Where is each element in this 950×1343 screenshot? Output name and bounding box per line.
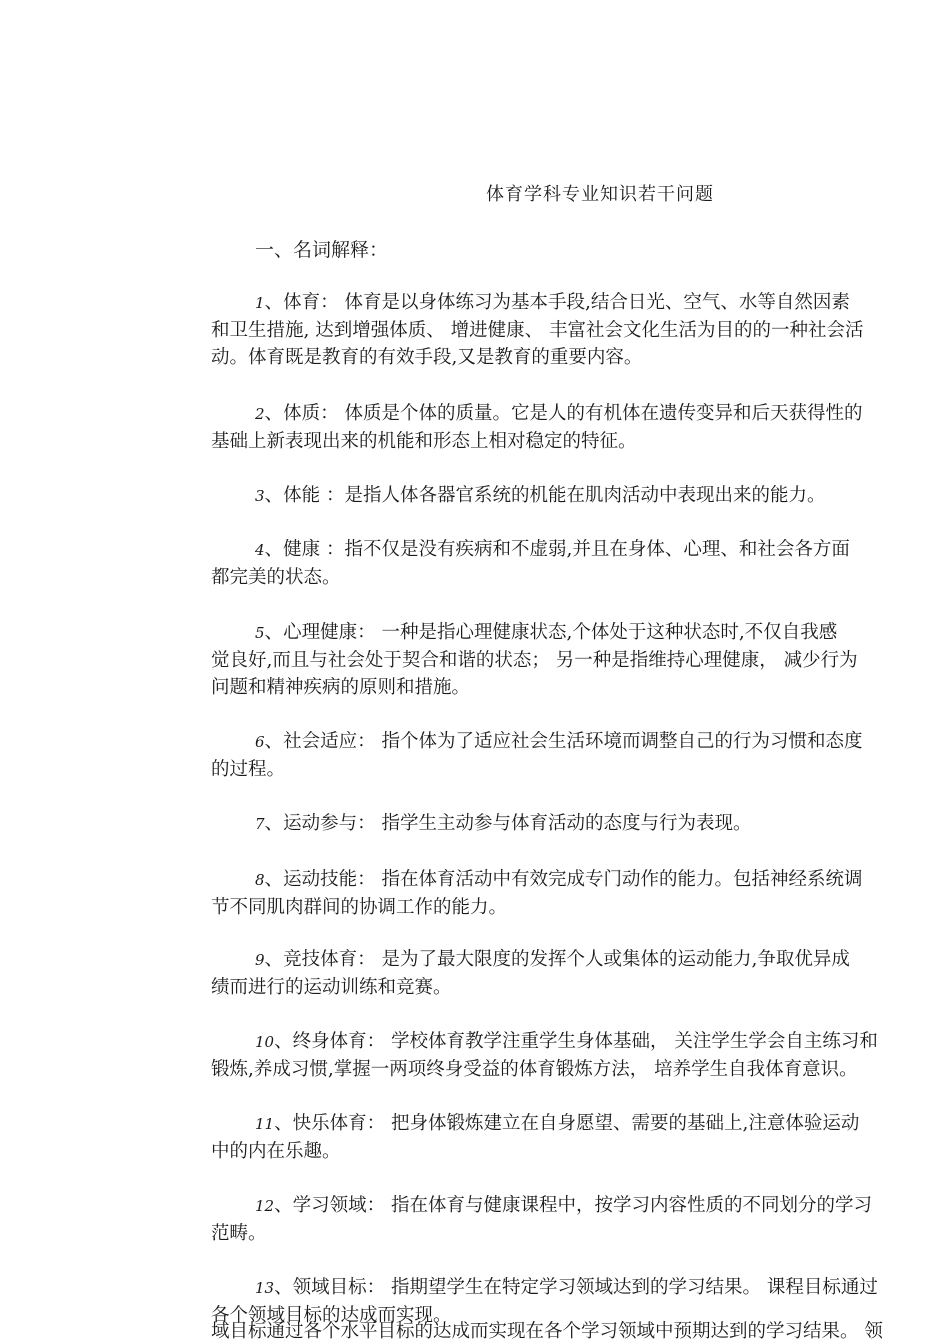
entry-line: 问题和精神疾病的原则和措施。: [211, 677, 471, 698]
definition-entry: [211, 866, 946, 921]
entry-text: 指个体为了适应社会生活环境而调整自己的行为习惯和态度: [381, 731, 863, 752]
entry-first-line: 4、健康 ：指不仅是没有疾病和不虚弱,并且在身体、心理、和社会各方面: [255, 539, 850, 560]
section-heading: 一、名词解释：: [255, 239, 389, 261]
definition-entry: [211, 536, 946, 591]
definition-entry: [211, 1192, 946, 1247]
entry-term: 快乐体育：: [292, 1113, 386, 1134]
entry-line: 都完美的状态。: [211, 566, 341, 588]
entry-line: 锻炼,养成习惯,掌握一两项终身受益的体育锻炼方法， 培养学生自我体育意识。: [211, 1058, 858, 1080]
entry-term: 体能 ：: [283, 485, 345, 506]
entry-line: 中的内在乐趣。: [211, 1140, 341, 1162]
entry-term: 竞技体育：: [283, 949, 376, 970]
entry-number: 13: [255, 1279, 275, 1297]
entry-term: 运动参与：: [283, 813, 376, 834]
overlapping-text-fragment: [211, 1318, 946, 1343]
entry-text: 指期望学生在特定学习领域达到的学习结果。 课程目标通过: [391, 1277, 878, 1298]
definition-entry: [211, 482, 946, 510]
entry-first-line: 11、快乐体育： 把身体锻炼建立在自身愿望、需要的基础上,注意体验运动: [255, 1113, 860, 1134]
entry-text: 是为了最大限度的发挥个人或集体的运动能力,争取优异成: [381, 949, 850, 970]
definition-entry: [211, 1028, 946, 1083]
entry-number: 3: [255, 487, 265, 505]
entry-first-line: 9、竞技体育： 是为了最大限度的发挥个人或集体的运动能力,争取优异成: [255, 949, 850, 970]
entry-line: 基础上新表现出来的机能和形态上相对稳定的特征。: [211, 430, 637, 452]
entry-term: 学习领域：: [292, 1195, 386, 1216]
entry-number: 5: [255, 624, 265, 642]
entry-text: 一种是指心理健康状态,个体处于这种状态时,不仅自我感: [381, 622, 838, 643]
entry-text: 把身体锻炼建立在自身愿望、需要的基础上,注意体验运动: [391, 1113, 860, 1134]
entry-number: 12: [255, 1197, 275, 1215]
definition-entry: [211, 619, 946, 702]
definition-entry: [211, 728, 946, 783]
entry-line: 的过程。: [211, 758, 286, 780]
entry-term: 终身体育：: [292, 1031, 386, 1052]
entry-text: 体育是以身体练习为基本手段,结合日光、空气、水等自然因素: [344, 292, 850, 313]
entry-number: 4: [255, 541, 265, 559]
document-title: 体育学科专业知识若干问题: [486, 184, 714, 205]
entry-number: 7: [255, 815, 265, 833]
entry-text: 指不仅是没有疾病和不虚弱,并且在身体、心理、和社会各方面: [344, 539, 850, 560]
entry-first-line: 2、体质： 体质是个体的质量。它是人的有机体在遗传变异和后天获得性的: [255, 403, 863, 424]
entry-term: 心理健康：: [283, 622, 376, 643]
definition-entry: [211, 400, 946, 455]
entry-term: 领域目标：: [292, 1277, 386, 1298]
definition-entry: [211, 810, 946, 838]
entry-number: 1: [255, 294, 265, 312]
entry-text: 体质是个体的质量。它是人的有机体在遗传变异和后天获得性的: [344, 403, 863, 424]
entry-text: 是指人体各器官系统的机能在肌肉活动中表现出来的能力。: [344, 485, 826, 506]
entry-line: 动。体育既是教育的有效手段,又是教育的重要内容。: [211, 347, 643, 368]
entry-term: 社会适应：: [283, 731, 376, 752]
entry-number: 10: [255, 1033, 275, 1051]
definition-entry: [211, 946, 946, 1001]
entry-line: 和卫生措施, 达到增强体质、 增进健康、 丰富社会文化生活为目的的一种社会活: [211, 319, 864, 341]
entry-line: 绩而进行的运动训练和竞赛。: [211, 976, 452, 998]
entry-term: 运动技能：: [283, 869, 376, 890]
definition-entry: [211, 1110, 946, 1165]
entry-text: 指学生主动参与体育活动的态度与行为表现。: [381, 813, 752, 834]
entry-term: 体育：: [283, 292, 339, 313]
entry-first-line: 5、心理健康： 一种是指心理健康状态,个体处于这种状态时,不仅自我感: [255, 622, 838, 643]
entry-number: 8: [255, 871, 265, 889]
entry-number: 11: [255, 1115, 275, 1133]
entry-line: 觉良好,而且与社会处于契合和谐的状态； 另一种是指维持心理健康， 减少行为: [211, 649, 858, 671]
entry-first-line: 12、学习领域： 指在体育与健康课程中，按学习内容性质的不同划分的学习: [255, 1195, 873, 1216]
entry-line: 节不同肌肉群间的协调工作的能力。: [211, 896, 508, 918]
entry-first-line: 13、领域目标： 指期望学生在特定学习领域达到的学习结果。 课程目标通过: [255, 1277, 878, 1298]
entry-number: 9: [255, 951, 265, 969]
entry-number: 2: [255, 405, 265, 423]
entry-first-line: 10、终身体育： 学校体育教学注重学生身体基础， 关注学生学会自主练习和: [255, 1031, 878, 1052]
entry-first-line: 8、运动技能： 指在体育活动中有效完成专门动作的能力。包括神经系统调: [255, 869, 863, 890]
entry-term: 体质：: [283, 403, 339, 424]
entry-text: 指在体育活动中有效完成专门动作的能力。包括神经系统调: [381, 869, 863, 890]
entry-line: 范畴。: [211, 1222, 267, 1244]
entry-line: 域目标通过各个水平目标的达成而实现在各个学习领域中预期达到的学习结果。 领: [211, 1321, 883, 1342]
entry-line: 各个领域目标的达成而实现。: [211, 1304, 452, 1326]
definition-entry: [211, 289, 946, 372]
entry-term: 健康 ：: [283, 539, 345, 560]
entry-first-line: 1、体育： 体育是以身体练习为基本手段,结合日光、空气、水等自然因素: [255, 292, 850, 313]
entry-text: 学校体育教学注重学生身体基础， 关注学生学会自主练习和: [391, 1031, 878, 1052]
entry-first-line: 7、运动参与： 指学生主动参与体育活动的态度与行为表现。: [255, 813, 752, 834]
entry-text: 指在体育与健康课程中，按学习内容性质的不同划分的学习: [391, 1195, 873, 1216]
entry-first-line: 3、体能 ：是指人体各器官系统的机能在肌肉活动中表现出来的能力。: [255, 485, 826, 506]
entry-first-line: 6、社会适应： 指个体为了适应社会生活环境而调整自己的行为习惯和态度: [255, 731, 863, 752]
entry-number: 6: [255, 733, 265, 751]
